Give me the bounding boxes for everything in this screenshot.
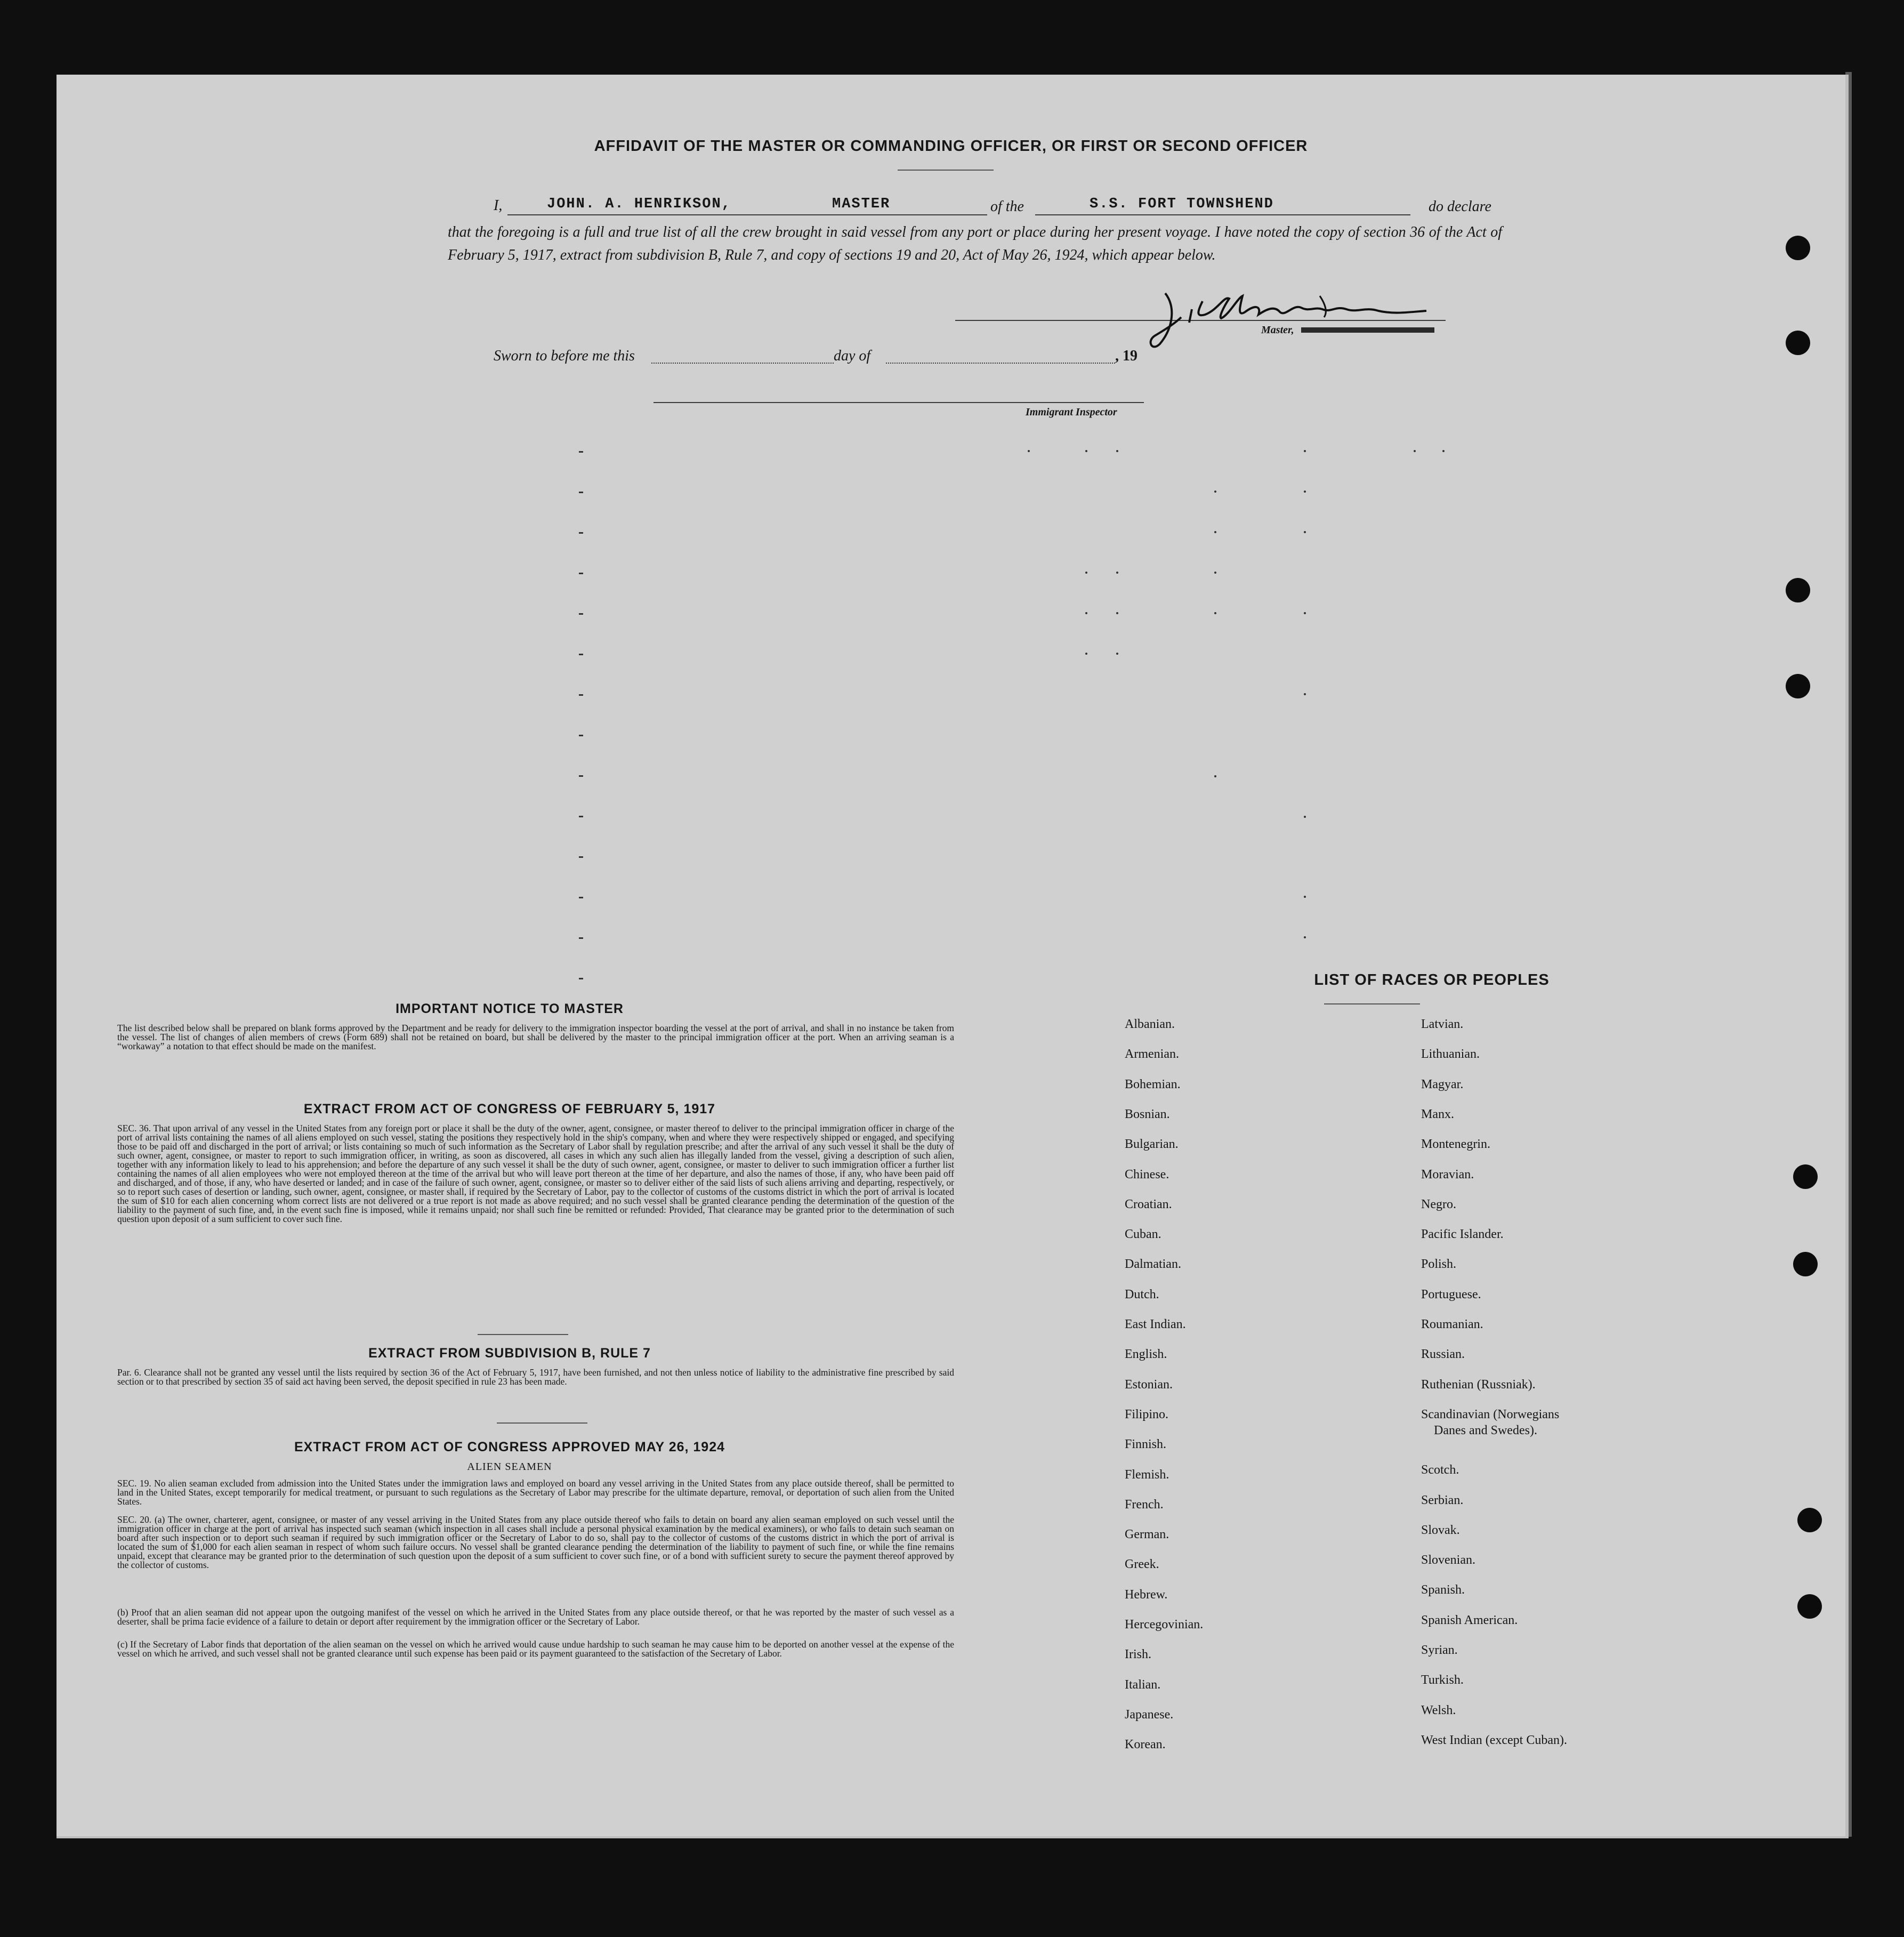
blank-dot <box>1214 775 1216 777</box>
race-right-item: Scandinavian (Norwegians <box>1421 1407 1560 1421</box>
blank-dot <box>1116 612 1118 614</box>
races-divider <box>1324 1003 1420 1004</box>
race-right-item: Scotch. <box>1421 1463 1459 1477</box>
race-right-item: Slovak. <box>1421 1523 1460 1537</box>
race-right-item: West Indian (except Cuban). <box>1421 1733 1567 1747</box>
race-left-item: Croatian. <box>1125 1197 1172 1211</box>
extract-divider <box>497 1422 587 1424</box>
blank-row-mark <box>579 694 583 696</box>
blank-row-mark <box>579 654 583 655</box>
blank-row-mark <box>579 775 583 777</box>
master-name: JOHN. A. HENRIKSON, <box>547 196 731 212</box>
document-page <box>57 75 1849 1838</box>
vessel-name: S.S. FORT TOWNSHEND <box>1090 196 1274 212</box>
blank-dot <box>1085 653 1087 655</box>
race-right-item: Lithuanian. <box>1421 1047 1480 1062</box>
race-right-item: Turkish. <box>1421 1673 1464 1687</box>
race-left-item: French. <box>1125 1497 1164 1512</box>
race-right-item: Roumanian. <box>1421 1317 1483 1331</box>
race-left-item: Dutch. <box>1125 1287 1159 1301</box>
vessel-line <box>1035 214 1410 215</box>
blank-row-mark <box>579 451 583 453</box>
punch-hole <box>1793 1252 1818 1276</box>
blank-dot <box>1304 896 1306 898</box>
sworn-label: Sworn to before me this <box>494 348 635 364</box>
blank-dot <box>1414 450 1416 452</box>
day-of-label: day of <box>834 348 871 364</box>
blank-dot <box>1304 450 1306 452</box>
race-right-item: Russian. <box>1421 1347 1465 1362</box>
blank-row-mark <box>579 816 583 817</box>
race-right-item: Manx. <box>1421 1107 1454 1121</box>
race-left-item: Finnish. <box>1125 1437 1167 1452</box>
blank-dot <box>1304 816 1306 818</box>
blank-dot <box>1085 450 1087 452</box>
blank-row-mark <box>579 897 583 898</box>
blank-dot <box>1214 572 1216 574</box>
signature-caption: Master, <box>1261 324 1294 336</box>
inspector-line <box>654 402 1144 403</box>
blank-row-mark <box>579 856 583 858</box>
alien-seamen-subtitle: ALIEN SEAMEN <box>467 1461 552 1473</box>
race-right-item: Negro. <box>1421 1197 1456 1211</box>
race-right-item: Serbian. <box>1421 1493 1464 1507</box>
blank-row-mark <box>579 978 583 979</box>
blank-dot <box>1442 450 1445 452</box>
race-right-item: Portuguese. <box>1421 1287 1481 1301</box>
race-right-item: Welsh. <box>1421 1703 1456 1717</box>
race-right-item: Syrian. <box>1421 1643 1458 1657</box>
master-rank: MASTER <box>832 196 891 212</box>
race-left-item: Bulgarian. <box>1125 1137 1179 1152</box>
race-left-item: Bohemian. <box>1125 1077 1181 1091</box>
section-20b-text: (b) Proof that an alien seaman did not appear upon the outgoing manifest of the vessel on which he arrived in the United States from any place outside thereof, or that he was reported by the master of such vessel as a deserter, shall be prima facie evidence of a failure to detain or deport after requirement by the immigration officer or the Secretary of Labor. <box>117 1607 954 1627</box>
blank-row-mark <box>579 735 583 736</box>
race-left-item: Armenian. <box>1125 1047 1179 1062</box>
race-right-item: Moravian. <box>1421 1167 1474 1182</box>
struck-out-title <box>1301 327 1434 333</box>
race-left-item: Cuban. <box>1125 1227 1161 1242</box>
do-declare-label: do declare <box>1429 198 1491 215</box>
race-left-item: Japanese. <box>1125 1707 1174 1722</box>
master-signature <box>1144 285 1432 355</box>
race-right-item: Danes and Swedes). <box>1434 1423 1537 1437</box>
punch-hole <box>1786 236 1810 260</box>
race-left-item: East Indian. <box>1125 1317 1186 1331</box>
extract-1917-body: SEC. 36. That upon arrival of any vessel in the United States from any foreign port or place it shall be the duty of the owner, agent, consignee, or master thereof to deliver to the principal immigration officer in charge of the port of arrival lists containing the names of all aliens employed on such vessel, stating the positions they respectively hold in the ship's company, when and where they were respectively shipped or engaged, and specifying those to be paid off and discharged in the port of arrival; or lists containing so much of such information as the Secretary of Labor shall by regulation prescribe; and after the arrival of any such vessel it shall be the duty of such owner, agent, consignee, or master to report to such immigration officer, in writing, as soon as discovered, all cases in which any such alien has illegally landed from the vessel, giving a description of such alien, together with any information likely to lead to his apprehension; and before the departure of any such vessel it shall be the duty of such owner, agent, consignee, or master to deliver to such immigration officer a further list containing the names of all alien employees who were not employed thereon at the time of the arrival but who will leave port thereon at the time of her departure, and also the names of those, if any, who have been paid off and discharged, and of those, if any, who have deserted or landed; and in case of the failure of such owner, agent, consignee, or master so to deliver either of the said lists of such aliens arriving and departing, respectively, or so to report such cases of desertion or landing, such owner, agent, consignee, or master shall, if required by the Secretary of Labor, pay to the collector of customs of the customs district in which the port of arrival is located the sum of $10 for each alien concerning whom correct lists are not delivered or a true report is not made as above required; and no such vessel shall be granted clearance pending the determination of the question of the liability to the payment of such fine, and, in the event such fine is imposed, while it remains unpaid; nor shall such fine be remitted or refunded: Provided, That clearance may be granted prior to the determination of such question upon deposit of a sum sufficient to cover such fine. <box>117 1123 954 1224</box>
section-19-text: SEC. 19. No alien seaman excluded from admission into the United States under the immigration laws and employed on board any vessel arriving in the United States from any place outside thereof, shall be permitted to land in the United States, except temporarily for medical treatment, or pursuant to such regulations as the Secretary of Labor may prescribe for the ultimate departure, removal, or deportation of such alien from the United States. <box>117 1478 954 1507</box>
page-title: AFFIDAVIT OF THE MASTER OR COMMANDING OFFICER, OR FIRST OR SECOND OFFICER <box>594 138 1308 155</box>
race-left-item: Filipino. <box>1125 1407 1169 1421</box>
blank-dot <box>1304 936 1306 938</box>
race-left-item: Hercegovinian. <box>1125 1618 1204 1631</box>
punch-hole <box>1797 1594 1822 1619</box>
race-right-item: Spanish. <box>1421 1583 1465 1597</box>
blank-dot <box>1304 693 1306 695</box>
race-right-item: Slovenian. <box>1421 1553 1475 1568</box>
race-left-item: German. <box>1125 1528 1169 1542</box>
notice-title: IMPORTANT NOTICE TO MASTER <box>396 1001 624 1016</box>
race-left-item: Flemish. <box>1125 1467 1169 1482</box>
name-line <box>507 214 987 215</box>
blank-dot <box>1085 572 1087 574</box>
blank-row-mark <box>579 492 583 493</box>
section-20a-text: SEC. 20. (a) The owner, charterer, agent, consignee, or master of any vessel arriving in the United States from any place outside thereof who fails to detain on board any alien seaman employed on such vessel until the immigration officer in charge at the port of arrival has inspected such seaman (which inspection in all cases shall include a personal physical examination by the medical examiners), or who fails to detain such seaman on board after such inspection or to deport such seaman if required by such immigration officer or the Secretary of Labor to do so, shall pay to the collector of customs of the customs district in which the port of arrival is located the sum of $1,000 for each alien seaman in respect of whom such failure occurs. No vessel shall be granted clearance pending the determination of the liability to payment of such fine, or while the fine remains unpaid, except that clearance may be granted prior to the determination of such question upon the deposit of a sum sufficient to cover such fine, or of a bond with sufficient surety to secure the payment thereof approved by the collector of customs. <box>117 1514 954 1570</box>
year-label: , 19 <box>1115 348 1137 364</box>
race-right-item: Latvian. <box>1421 1017 1464 1031</box>
blank-row-mark <box>579 573 583 574</box>
race-left-item: Dalmatian. <box>1125 1257 1181 1272</box>
blank-dot <box>1116 653 1118 655</box>
punch-hole <box>1786 674 1810 698</box>
blank-row-mark <box>579 532 583 534</box>
race-right-item: Polish. <box>1421 1257 1457 1272</box>
blank-dot <box>1304 612 1306 614</box>
blank-dot <box>1304 531 1306 533</box>
blank-dot <box>1304 491 1306 493</box>
rule-7-body: Par. 6. Clearance shall not be granted any vessel until the lists required by section 36 of the Act of February 5, 1917, have been furnished, and not then unless notice of liability to the administrative fine prescribed by said section or to that prescribed by section 35 of said act having been served, the deposit specified in rule 23 has been made. <box>117 1367 954 1387</box>
affidavit-prefix: I, <box>494 197 503 214</box>
race-left-item: Italian. <box>1125 1677 1161 1692</box>
blank-dot <box>1116 450 1118 452</box>
race-left-item: English. <box>1125 1347 1167 1362</box>
sworn-day-line <box>651 363 834 364</box>
punch-hole <box>1786 578 1810 602</box>
notice-body: The list described below shall be prepared on blank forms approved by the Department and be ready for delivery to the immigration inspector boarding the vessel at the port of arrival, and shall in no instance be taken from the vessel. The list of changes of alien members of crews (Form 689) shall not be retained on board, but shall be delivered by the master to the principal immigration officer at the port. When an arriving seaman is a “workaway” a notation to that effect should be made on the manifest. <box>117 1023 954 1051</box>
race-right-item: Montenegrin. <box>1421 1137 1490 1152</box>
blank-row-mark <box>579 937 583 939</box>
blank-dot <box>1214 491 1216 493</box>
sworn-month-line <box>886 363 1115 364</box>
punch-hole <box>1793 1164 1818 1189</box>
of-the-label: of the <box>990 198 1024 215</box>
blank-dot <box>1028 450 1030 452</box>
race-left-item: Bosnian. <box>1125 1107 1170 1121</box>
rule-7-title: EXTRACT FROM SUBDIVISION B, RULE 7 <box>368 1346 651 1361</box>
race-right-item: Magyar. <box>1421 1077 1464 1091</box>
race-left-item: Albanian. <box>1125 1017 1175 1031</box>
race-right-item: Spanish American. <box>1421 1613 1518 1627</box>
punch-hole <box>1797 1508 1822 1532</box>
title-divider <box>898 170 994 171</box>
blank-dot <box>1214 531 1216 533</box>
race-left-item: Hebrew. <box>1125 1587 1168 1602</box>
race-left-item: Greek. <box>1125 1557 1159 1572</box>
declaration-text: that the foregoing is a full and true list of all the crew brought in said vessel from any port or place during her present voyage. I have noted the copy of section 36 of the Act of February 5, 1917, extract from subdivision B, Rule 7, and copy of sections 19 and 20, Act of May 26, 1924, which appear below. <box>448 224 1502 263</box>
blank-row-mark <box>579 613 583 615</box>
blank-dot <box>1116 572 1118 574</box>
race-left-item: Irish. <box>1125 1647 1151 1662</box>
blank-dot <box>1214 612 1216 614</box>
extract-divider <box>478 1334 568 1335</box>
inspector-caption: Immigrant Inspector <box>1026 406 1117 418</box>
races-title: LIST OF RACES OR PEOPLES <box>1314 971 1550 988</box>
race-left-item: Estonian. <box>1125 1377 1173 1392</box>
race-right-item: Pacific Islander. <box>1421 1227 1504 1242</box>
punch-hole <box>1786 331 1810 355</box>
extract-1917-title: EXTRACT FROM ACT OF CONGRESS OF FEBRUARY 5, 1917 <box>303 1102 716 1116</box>
section-20c-text: (c) If the Secretary of Labor finds that deportation of the alien seaman on the vessel on which he arrived would cause undue hardship to such seaman he may cause him to be deported on another vessel at the expense of the vessel on which he arrived, and such vessel shall not be granted clearance until such expense has been paid or its payment guaranteed to the satisfaction of the Secretary of Labor. <box>117 1639 954 1659</box>
race-left-item: Korean. <box>1125 1738 1166 1752</box>
blank-dot <box>1085 612 1087 614</box>
extract-1924-title: EXTRACT FROM ACT OF CONGRESS APPROVED MAY 26, 1924 <box>294 1440 725 1454</box>
race-right-item: Ruthenian (Russniak). <box>1421 1377 1536 1392</box>
race-left-item: Chinese. <box>1125 1167 1169 1182</box>
